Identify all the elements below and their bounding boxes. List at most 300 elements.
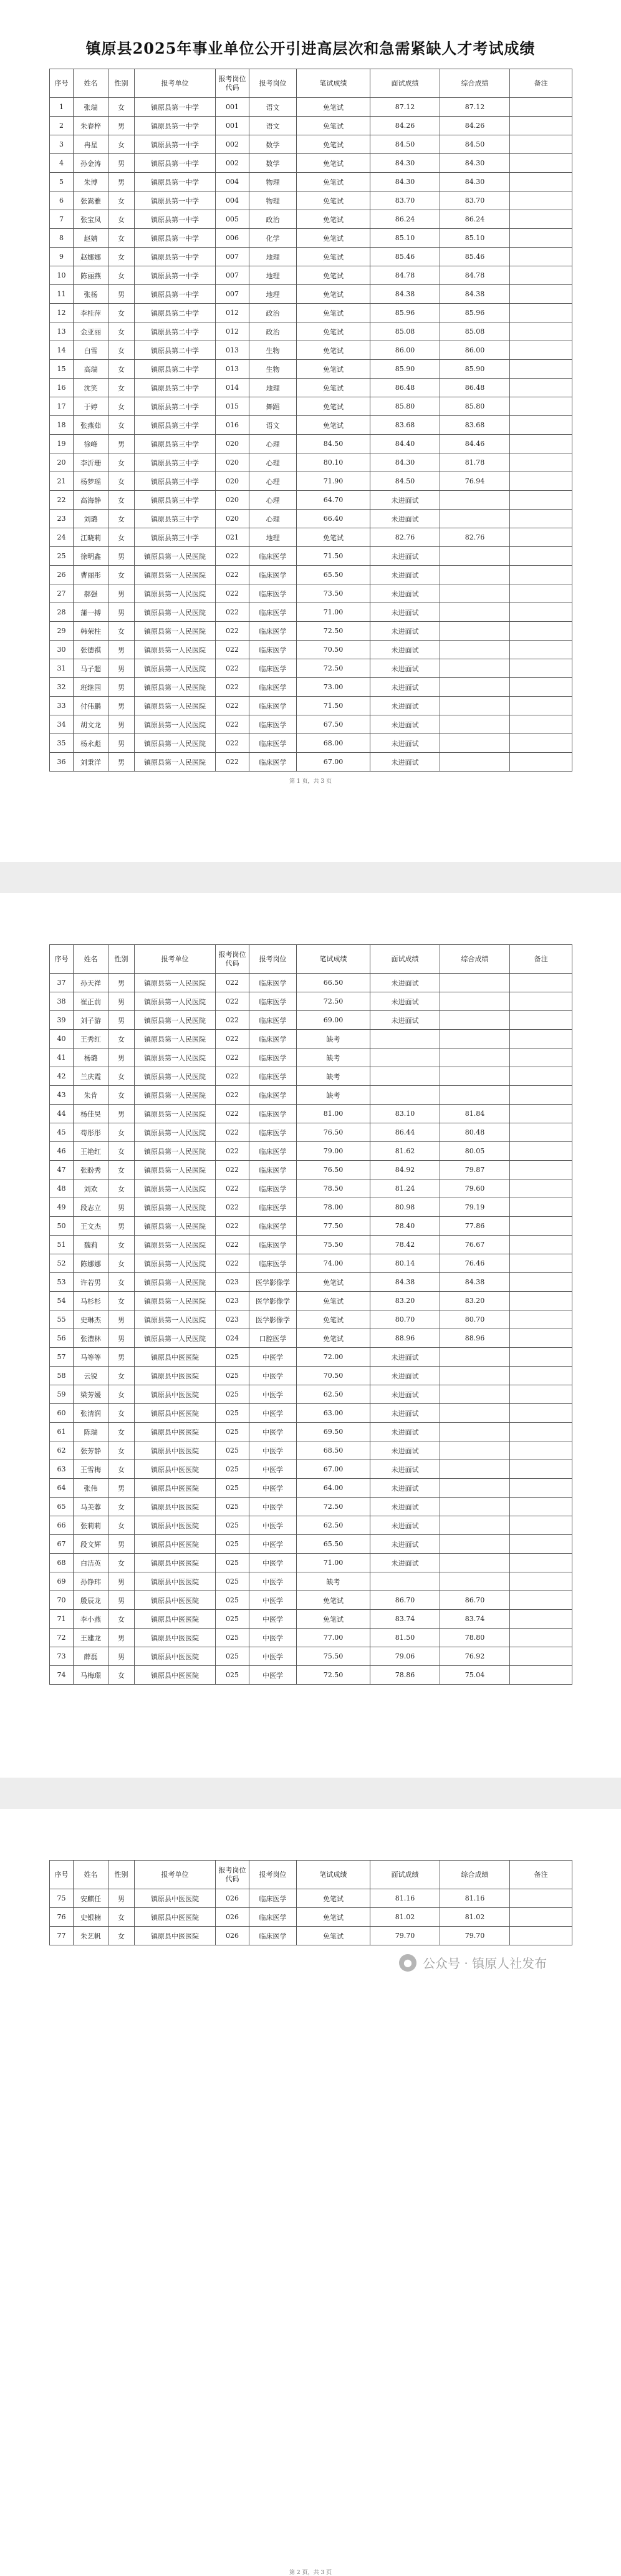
- row-name: 张芳静: [74, 1441, 108, 1460]
- column-header: 性别: [108, 945, 135, 974]
- column-header: 综合成绩: [440, 69, 510, 98]
- row-unit: 镇原县第一人民医院: [135, 1329, 216, 1348]
- row-code: 022: [216, 1217, 249, 1236]
- row-remark: [510, 397, 572, 416]
- row-position: 中医学: [249, 1572, 297, 1591]
- row-name: 史银楠: [74, 1908, 108, 1927]
- row-gender: 男: [108, 1889, 135, 1908]
- row-total-score: 85.80: [440, 397, 510, 416]
- row-interview-score: 88.96: [370, 1329, 440, 1348]
- row-remark: [510, 753, 572, 772]
- row-written-score: 免笔试: [297, 379, 370, 397]
- column-header: 报考岗位: [249, 69, 297, 98]
- row-name: 段文辉: [74, 1535, 108, 1554]
- row-written-score: 免笔试: [297, 416, 370, 435]
- row-unit: 镇原县第二中学: [135, 322, 216, 341]
- table-row: [50, 304, 572, 322]
- row-remark: [510, 135, 572, 154]
- row-name: 班继园: [74, 678, 108, 697]
- column-header: 序号: [50, 1861, 74, 1889]
- row-code: 016: [216, 416, 249, 435]
- row-position: 化学: [249, 229, 297, 248]
- table-row: [50, 229, 572, 248]
- table-row: [50, 1217, 572, 1236]
- page-footer: 第 2 页，共 3 页: [289, 2570, 332, 2576]
- row-total-score: 76.67: [440, 1236, 510, 1254]
- row-total-score: 77.86: [440, 1217, 510, 1236]
- row-gender: 男: [108, 1011, 135, 1030]
- row-written-score: 缺考: [297, 1086, 370, 1105]
- row-gender: 女: [108, 1908, 135, 1927]
- column-header: 报考岗位: [249, 1861, 297, 1889]
- column-header: 面试成绩: [370, 945, 440, 974]
- row-written-score: 80.10: [297, 453, 370, 472]
- row-index: 8: [50, 229, 74, 248]
- row-total-score: 79.19: [440, 1198, 510, 1217]
- table-row: [50, 1572, 572, 1591]
- row-index: 33: [50, 697, 74, 715]
- row-name: 马等等: [74, 1348, 108, 1367]
- row-interview-score: 83.10: [370, 1105, 440, 1123]
- row-written-score: 免笔试: [297, 266, 370, 285]
- column-header: 报考单位: [135, 945, 216, 974]
- table-row: [50, 1516, 572, 1535]
- column-header: 报考单位: [135, 1861, 216, 1889]
- row-code: 022: [216, 659, 249, 678]
- row-total-score: [440, 659, 510, 678]
- row-unit: 镇原县第一人民医院: [135, 1011, 216, 1030]
- row-index: 2: [50, 117, 74, 135]
- row-total-score: [440, 734, 510, 753]
- row-total-score: [440, 603, 510, 622]
- row-written-score: 免笔试: [297, 1292, 370, 1310]
- row-written-score: 72.50: [297, 622, 370, 641]
- row-remark: [510, 472, 572, 491]
- row-code: 022: [216, 1179, 249, 1198]
- row-code: 025: [216, 1348, 249, 1367]
- row-position: 中医学: [249, 1348, 297, 1367]
- row-interview-score: 80.70: [370, 1310, 440, 1329]
- row-gender: 女: [108, 1254, 135, 1273]
- table-row: [50, 322, 572, 341]
- row-position: 临床医学: [249, 1011, 297, 1030]
- row-index: 74: [50, 1666, 74, 1685]
- row-name: 段志立: [74, 1198, 108, 1217]
- row-position: 临床医学: [249, 566, 297, 584]
- row-code: 022: [216, 1011, 249, 1030]
- row-remark: [510, 304, 572, 322]
- row-unit: 镇原县第一中学: [135, 191, 216, 210]
- row-index: 77: [50, 1927, 74, 1945]
- row-total-score: [440, 1479, 510, 1498]
- row-index: 51: [50, 1236, 74, 1254]
- row-written-score: 免笔试: [297, 285, 370, 304]
- row-unit: 镇原县中医医院: [135, 1666, 216, 1685]
- table-row: [50, 1535, 572, 1554]
- row-gender: 女: [108, 472, 135, 491]
- row-unit: 镇原县第一人民医院: [135, 1048, 216, 1067]
- row-total-score: 83.20: [440, 1292, 510, 1310]
- row-position: 临床医学: [249, 715, 297, 734]
- row-gender: 男: [108, 678, 135, 697]
- row-position: 临床医学: [249, 1105, 297, 1123]
- row-unit: 镇原县第一中学: [135, 266, 216, 285]
- row-unit: 镇原县中医医院: [135, 1441, 216, 1460]
- row-name: 安麒任: [74, 1889, 108, 1908]
- row-code: 025: [216, 1385, 249, 1404]
- row-name: 王艳红: [74, 1142, 108, 1161]
- row-written-score: 免笔试: [297, 1310, 370, 1329]
- row-gender: 女: [108, 528, 135, 547]
- row-code: 007: [216, 266, 249, 285]
- row-position: 物理: [249, 191, 297, 210]
- row-gender: 男: [108, 1048, 135, 1067]
- row-position: 数学: [249, 135, 297, 154]
- row-index: 60: [50, 1404, 74, 1423]
- scores-table-page-2: [49, 944, 572, 1685]
- row-remark: [510, 1011, 572, 1030]
- row-gender: 女: [108, 1423, 135, 1441]
- row-code: 023: [216, 1273, 249, 1292]
- row-gender: 女: [108, 1067, 135, 1086]
- row-code: 025: [216, 1610, 249, 1629]
- row-position: 心理: [249, 510, 297, 528]
- row-position: 临床医学: [249, 1236, 297, 1254]
- row-position: 心理: [249, 491, 297, 510]
- row-remark: [510, 1048, 572, 1067]
- row-total-score: 83.68: [440, 416, 510, 435]
- row-remark: [510, 1273, 572, 1292]
- row-position: 临床医学: [249, 1048, 297, 1067]
- table-row: [50, 173, 572, 191]
- row-unit: 镇原县第一中学: [135, 98, 216, 117]
- row-position: 中医学: [249, 1479, 297, 1498]
- row-remark: [510, 678, 572, 697]
- row-gender: 女: [108, 266, 135, 285]
- row-unit: 镇原县第一人民医院: [135, 1254, 216, 1273]
- table-row: [50, 547, 572, 566]
- row-written-score: 免笔试: [297, 360, 370, 379]
- row-unit: 镇原县中医医院: [135, 1404, 216, 1423]
- row-interview-score: 84.30: [370, 173, 440, 191]
- row-position: 临床医学: [249, 1067, 297, 1086]
- row-written-score: 84.50: [297, 435, 370, 453]
- row-total-score: [440, 1554, 510, 1572]
- row-unit: 镇原县中医医院: [135, 1460, 216, 1479]
- row-interview-score: 78.86: [370, 1666, 440, 1685]
- row-index: 63: [50, 1460, 74, 1479]
- row-name: 张伟: [74, 1479, 108, 1498]
- row-name: 魏莉: [74, 1236, 108, 1254]
- row-interview-score: [370, 1030, 440, 1048]
- column-header: 笔试成绩: [297, 69, 370, 98]
- row-position: 地理: [249, 379, 297, 397]
- row-total-score: 85.08: [440, 322, 510, 341]
- row-index: 21: [50, 472, 74, 491]
- row-remark: [510, 1554, 572, 1572]
- row-code: 002: [216, 135, 249, 154]
- row-written-score: 72.50: [297, 659, 370, 678]
- table-row: [50, 379, 572, 397]
- row-total-score: 86.48: [440, 379, 510, 397]
- row-gender: 女: [108, 210, 135, 229]
- row-code: 025: [216, 1498, 249, 1516]
- row-unit: 镇原县中医医院: [135, 1348, 216, 1367]
- row-code: 025: [216, 1629, 249, 1647]
- row-position: 中医学: [249, 1591, 297, 1610]
- table-row: [50, 1292, 572, 1310]
- row-written-score: 69.50: [297, 1423, 370, 1441]
- row-interview-score: 未进面试: [370, 1516, 440, 1535]
- row-gender: 男: [108, 285, 135, 304]
- row-unit: 镇原县第一人民医院: [135, 1030, 216, 1048]
- row-total-score: 79.70: [440, 1927, 510, 1945]
- row-position: 政治: [249, 210, 297, 229]
- row-total-score: 81.16: [440, 1889, 510, 1908]
- row-written-score: 免笔试: [297, 191, 370, 210]
- row-total-score: 76.92: [440, 1647, 510, 1666]
- row-written-score: 免笔试: [297, 1889, 370, 1908]
- row-index: 29: [50, 622, 74, 641]
- row-position: 临床医学: [249, 974, 297, 992]
- row-written-score: 67.50: [297, 715, 370, 734]
- row-index: 19: [50, 435, 74, 453]
- table-row: [50, 1310, 572, 1329]
- table-row: [50, 248, 572, 266]
- row-gender: 男: [108, 1329, 135, 1348]
- row-remark: [510, 416, 572, 435]
- row-remark: [510, 659, 572, 678]
- row-position: 中医学: [249, 1610, 297, 1629]
- row-remark: [510, 992, 572, 1011]
- row-name: 朱博: [74, 173, 108, 191]
- row-written-score: 免笔试: [297, 397, 370, 416]
- row-index: 54: [50, 1292, 74, 1310]
- row-unit: 镇原县第一人民医院: [135, 678, 216, 697]
- row-index: 17: [50, 397, 74, 416]
- row-index: 73: [50, 1647, 74, 1666]
- row-name: 杨梦瑶: [74, 472, 108, 491]
- row-gender: 男: [108, 1479, 135, 1498]
- row-unit: 镇原县中医医院: [135, 1535, 216, 1554]
- row-unit: 镇原县中医医院: [135, 1629, 216, 1647]
- row-unit: 镇原县第二中学: [135, 341, 216, 360]
- row-remark: [510, 1535, 572, 1554]
- table-row: [50, 1048, 572, 1067]
- row-position: 医学影像学: [249, 1273, 297, 1292]
- row-remark: [510, 715, 572, 734]
- row-position: 临床医学: [249, 1927, 297, 1945]
- row-position: 临床医学: [249, 1086, 297, 1105]
- row-total-score: [440, 1011, 510, 1030]
- row-remark: [510, 1292, 572, 1310]
- row-total-score: [440, 992, 510, 1011]
- row-remark: [510, 117, 572, 135]
- table-row: [50, 1441, 572, 1460]
- table-row: [50, 1889, 572, 1908]
- row-unit: 镇原县第一中学: [135, 248, 216, 266]
- row-position: 临床医学: [249, 659, 297, 678]
- row-name: 张瑞: [74, 98, 108, 117]
- row-total-score: [440, 641, 510, 659]
- row-interview-score: 85.90: [370, 360, 440, 379]
- table-row: [50, 210, 572, 229]
- row-index: 10: [50, 266, 74, 285]
- row-interview-score: 79.70: [370, 1927, 440, 1945]
- row-total-score: 84.38: [440, 285, 510, 304]
- document-title: 镇原县2025年事业单位公开引进高层次和急需紧缺人才考试成绩: [85, 39, 536, 57]
- row-code: 025: [216, 1647, 249, 1666]
- row-interview-score: 84.38: [370, 1273, 440, 1292]
- table-row: [50, 416, 572, 435]
- row-code: 022: [216, 753, 249, 772]
- row-remark: [510, 1367, 572, 1385]
- row-total-score: [440, 510, 510, 528]
- row-name: 白洁英: [74, 1554, 108, 1572]
- row-name: 朱肯: [74, 1086, 108, 1105]
- row-unit: 镇原县中医医院: [135, 1610, 216, 1629]
- row-written-score: 72.50: [297, 992, 370, 1011]
- row-remark: [510, 528, 572, 547]
- row-written-score: 71.50: [297, 697, 370, 715]
- row-written-score: 免笔试: [297, 1927, 370, 1945]
- row-gender: 女: [108, 379, 135, 397]
- column-header: 姓名: [74, 69, 108, 98]
- row-index: 39: [50, 1011, 74, 1030]
- row-gender: 女: [108, 1666, 135, 1685]
- row-interview-score: 未进面试: [370, 678, 440, 697]
- row-total-score: [440, 1572, 510, 1591]
- row-written-score: 68.50: [297, 1441, 370, 1460]
- row-written-score: 缺考: [297, 1048, 370, 1067]
- row-written-score: 缺考: [297, 1030, 370, 1048]
- row-written-score: 免笔试: [297, 210, 370, 229]
- row-name: 张宝凤: [74, 210, 108, 229]
- row-unit: 镇原县第一人民医院: [135, 1292, 216, 1310]
- row-interview-score: 未进面试: [370, 659, 440, 678]
- row-gender: 女: [108, 1554, 135, 1572]
- row-remark: [510, 584, 572, 603]
- row-interview-score: 86.70: [370, 1591, 440, 1610]
- row-unit: 镇原县第一人民医院: [135, 974, 216, 992]
- row-position: 心理: [249, 435, 297, 453]
- row-total-score: 83.70: [440, 191, 510, 210]
- table-row: [50, 1591, 572, 1610]
- row-total-score: [440, 697, 510, 715]
- row-gender: 女: [108, 1236, 135, 1254]
- table-row: [50, 992, 572, 1011]
- row-code: 020: [216, 472, 249, 491]
- row-unit: 镇原县中医医院: [135, 1498, 216, 1516]
- row-code: 022: [216, 1067, 249, 1086]
- row-interview-score: 未进面试: [370, 1385, 440, 1404]
- row-gender: 女: [108, 1123, 135, 1142]
- column-header: 面试成绩: [370, 69, 440, 98]
- table-row: [50, 1198, 572, 1217]
- row-gender: 男: [108, 715, 135, 734]
- table-row: [50, 528, 572, 547]
- row-remark: [510, 510, 572, 528]
- row-remark: [510, 622, 572, 641]
- table-row: [50, 974, 572, 992]
- table-row: [50, 1498, 572, 1516]
- column-header: 性别: [108, 69, 135, 98]
- row-code: 007: [216, 285, 249, 304]
- row-interview-score: 83.20: [370, 1292, 440, 1310]
- row-interview-score: 86.00: [370, 341, 440, 360]
- row-remark: [510, 1030, 572, 1048]
- row-position: 中医学: [249, 1423, 297, 1441]
- row-remark: [510, 1479, 572, 1498]
- row-name: 张杨: [74, 285, 108, 304]
- row-code: 026: [216, 1927, 249, 1945]
- row-written-score: 免笔试: [297, 1591, 370, 1610]
- table-row: [50, 1460, 572, 1479]
- table-row: [50, 1273, 572, 1292]
- row-code: 025: [216, 1367, 249, 1385]
- row-name: 马杉杉: [74, 1292, 108, 1310]
- column-header: 序号: [50, 945, 74, 974]
- row-total-score: 82.76: [440, 528, 510, 547]
- table-row: [50, 1254, 572, 1273]
- row-unit: 镇原县第一人民医院: [135, 992, 216, 1011]
- row-code: 022: [216, 1142, 249, 1161]
- row-position: 临床医学: [249, 1030, 297, 1048]
- row-gender: 男: [108, 435, 135, 453]
- row-code: 015: [216, 397, 249, 416]
- row-gender: 女: [108, 248, 135, 266]
- row-name: 白雪: [74, 341, 108, 360]
- row-gender: 男: [108, 1348, 135, 1367]
- row-written-score: 62.50: [297, 1385, 370, 1404]
- row-interview-score: 未进面试: [370, 753, 440, 772]
- row-unit: 镇原县第三中学: [135, 435, 216, 453]
- row-gender: 男: [108, 659, 135, 678]
- row-interview-score: 未进面试: [370, 1367, 440, 1385]
- row-written-score: 64.00: [297, 1479, 370, 1498]
- row-remark: [510, 379, 572, 397]
- row-interview-score: [370, 1086, 440, 1105]
- table-row: [50, 603, 572, 622]
- row-position: 临床医学: [249, 1254, 297, 1273]
- row-total-score: [440, 1348, 510, 1367]
- row-position: 临床医学: [249, 1889, 297, 1908]
- table-row: [50, 1142, 572, 1161]
- row-gender: 女: [108, 1292, 135, 1310]
- row-index: 76: [50, 1908, 74, 1927]
- row-code: 001: [216, 98, 249, 117]
- row-index: 68: [50, 1554, 74, 1572]
- row-index: 18: [50, 416, 74, 435]
- watermark-text: 公众号 · 镇原人社发布: [423, 1956, 547, 1971]
- row-remark: [510, 98, 572, 117]
- row-interview-score: [370, 1572, 440, 1591]
- row-name: 刘璐: [74, 510, 108, 528]
- row-total-score: 80.48: [440, 1123, 510, 1142]
- table-row: [50, 1554, 572, 1572]
- row-gender: 女: [108, 1404, 135, 1423]
- row-unit: 镇原县第一人民医院: [135, 697, 216, 715]
- row-written-score: 免笔试: [297, 248, 370, 266]
- row-interview-score: 84.26: [370, 117, 440, 135]
- table-row: [50, 1423, 572, 1441]
- row-index: 36: [50, 753, 74, 772]
- row-written-score: 70.50: [297, 641, 370, 659]
- row-written-score: 免笔试: [297, 304, 370, 322]
- table-row: [50, 1067, 572, 1086]
- row-index: 24: [50, 528, 74, 547]
- row-total-score: 83.74: [440, 1610, 510, 1629]
